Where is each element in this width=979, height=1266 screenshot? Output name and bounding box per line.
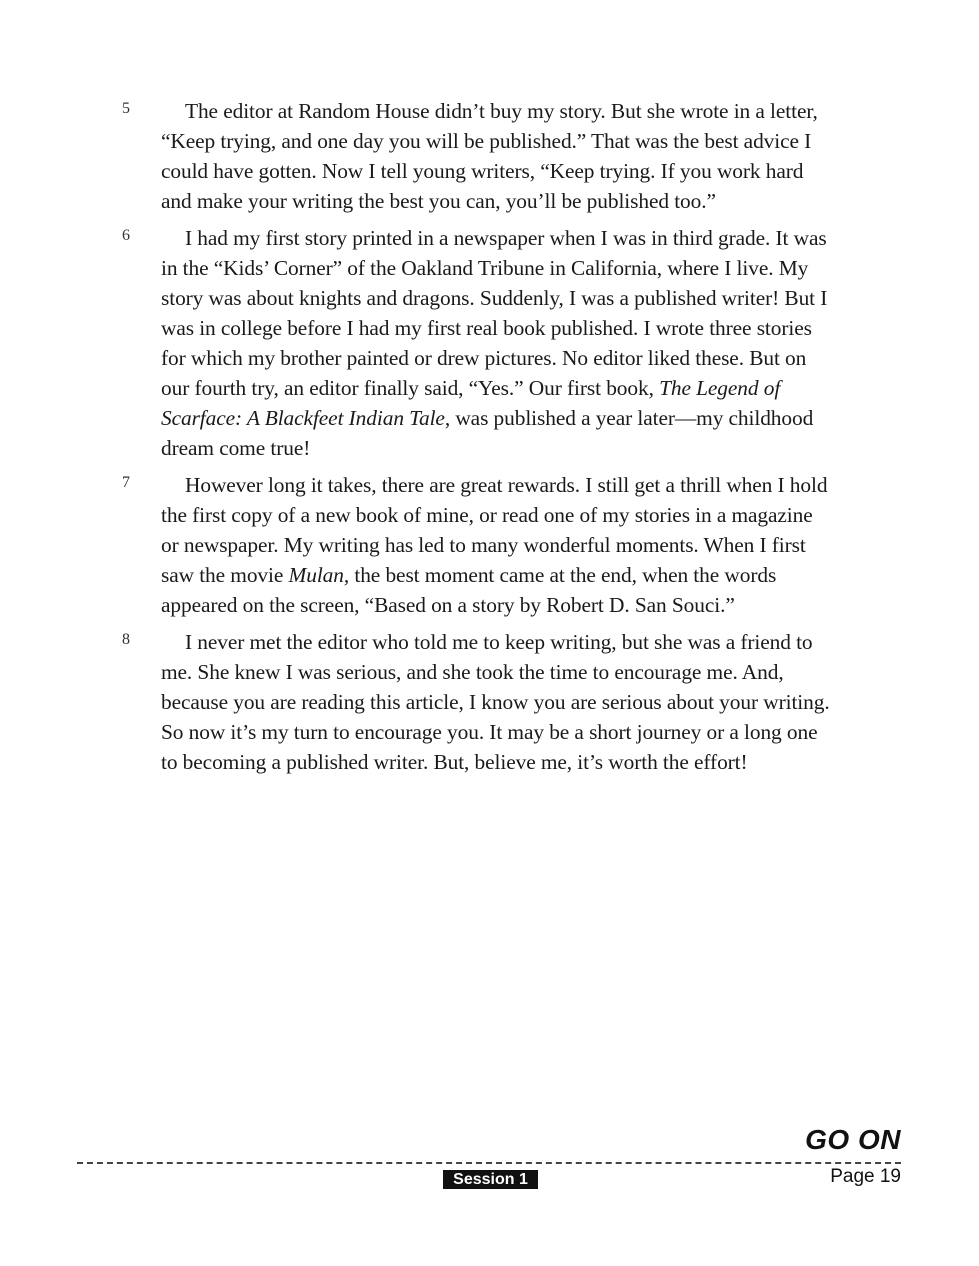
paragraph-text [161, 627, 831, 777]
page-number: Page 19 [830, 1166, 901, 1187]
paragraph-text-segment: , the best moment came at the end, when the words appeared on the screen, “Based on a story by Robert D. San Souci.” [161, 563, 777, 617]
book-title: The Legend of Scarface: A Blackfeet Indian Tale [161, 376, 781, 430]
go-on-label: GO ON [805, 1124, 901, 1155]
session-badge: Session 1 [443, 1170, 538, 1189]
paragraph-text [161, 470, 831, 620]
article-body [0, 96, 979, 784]
movie-title: Mulan [288, 563, 344, 587]
paragraph-number: 7 [122, 474, 130, 491]
paragraph-number: 8 [122, 631, 130, 648]
paragraph-7 [0, 470, 979, 620]
paragraph-6 [0, 223, 979, 463]
paragraph-text-segment: The editor at Random House didn’t buy my story. But she wrote in a letter, “Keep trying, and one day you will be published.” That was the best advice I could have gotten. Now I tell young writers, “Keep trying. If you work hard and make your writing the best you can, you’ll be published too.” [161, 99, 818, 213]
paragraph-text-segment: However long it takes, there are great rewards. I still get a thrill when I hold the first copy of a new book of mine, or read one of my stories in a magazine or newspaper. My writing has led to many wonderful moments. When I first saw the movie [161, 473, 828, 587]
paragraph-text-segment: I had my first story printed in a newspaper when I was in third grade. It was in the “Kids’ Corner” of the Oakland Tribune in California, where I live. My story was about knights and dragons. Suddenly, I was a published writer! But I was in college before I had my first real book published. I wrote three stories for which my brother painted or drew pictures. No editor liked these. But on our fourth try, an editor finally said, “Yes.” Our first book, [161, 226, 828, 400]
paragraph-8 [0, 627, 979, 777]
paragraph-text-segment: I never met the editor who told me to keep writing, but she was a friend to me. She knew I was serious, and she took the time to encourage me. And, because you are reading this article, I know you are serious about your writing. So now it’s my turn to encourage you. It may be a short journey or a long one to becoming a published writer. But, believe me, it’s worth the effort! [161, 630, 830, 774]
footer-divider [77, 1162, 901, 1164]
paragraph-text-segment: , was published a year later—my childhood dream come true! [161, 406, 814, 460]
paragraph-text [161, 96, 831, 216]
paragraph-number: 5 [122, 100, 130, 117]
paragraph-text [161, 223, 831, 463]
paragraph-5 [0, 96, 979, 216]
paragraph-number: 6 [122, 227, 130, 244]
